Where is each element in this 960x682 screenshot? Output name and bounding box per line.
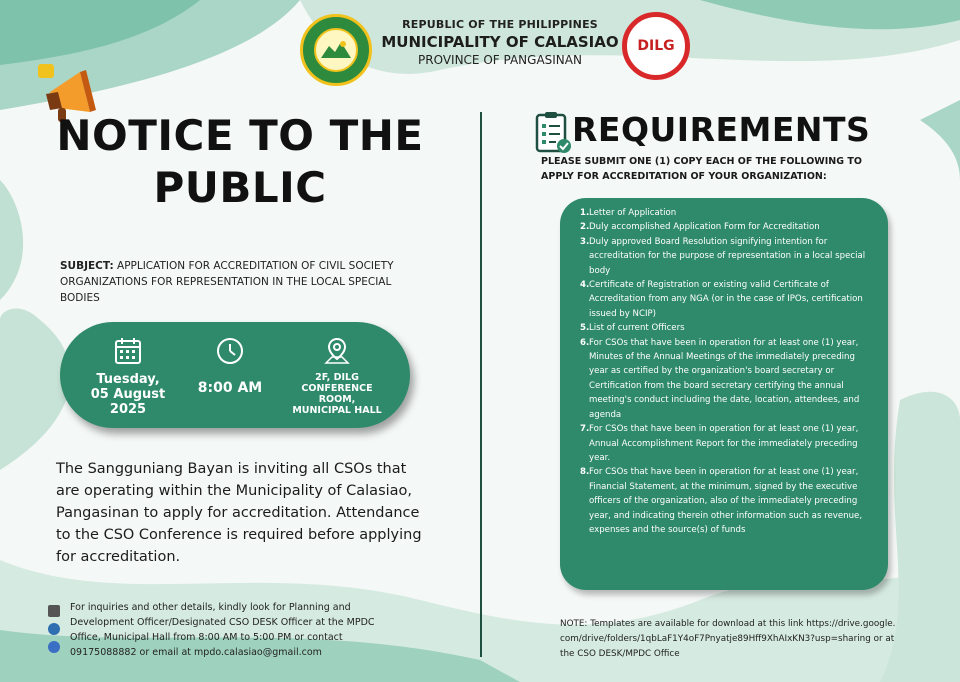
subject-block [60,258,430,306]
requirement-item [580,235,870,278]
requirement-text: Duly approved Board Resolution signifying intention for accreditation for the purpose of representation in a local special body [589,236,866,276]
notice-title-line2: PUBLIC [153,163,327,212]
map-pin-icon [322,336,352,366]
event-location [278,336,396,416]
requirement-text: Letter of Application [589,208,677,218]
subject-text: APPLICATION FOR ACCREDITATION OF CIVIL SOCIETY ORGANIZATIONS FOR REPRESENTATION IN THE LOCAL SPECIAL BODIES [60,260,394,304]
page-header [380,18,620,67]
requirement-number: 8. [580,467,590,478]
requirement-item [580,220,870,234]
clock-icon [215,336,245,366]
notice-title [40,110,440,214]
event-details-banner [60,322,410,428]
republic-text: REPUBLIC OF THE PHILIPPINES [402,18,598,31]
location-icon [48,623,60,635]
event-place-line1: 2F, DILG [315,372,359,383]
landscape-icon [321,38,351,62]
requirement-item [580,278,870,321]
requirement-number: 7. [580,424,590,435]
province-text: PROVINCE OF PANGASINAN [418,53,582,67]
requirement-number: 6. [580,337,590,348]
contact-info: For inquiries and other details, kindly look for Planning and Development Officer/Designated CSO DESK Officer at the MPDC Office, Municipal Hall from 8:00 AM to 5:00 PM or contact 09175088882 or email at mpdo.calasiao@gmail.com [70,602,375,658]
requirement-text: For CSOs that have been in operation for at least one (1) year, Annual Accomplishment Report for the immediately preceding year. [589,424,859,463]
phone-icon [48,605,60,617]
calendar-icon [113,336,143,366]
requirement-text: List of current Officers [589,323,685,334]
dilg-seal-text: DILG [637,38,675,54]
requirement-text: Duly accomplished Application Form for Accreditation [589,222,820,233]
requirement-item [580,422,870,465]
requirement-number: 3. [580,236,590,247]
contact-icons [48,605,64,659]
requirement-item [580,206,870,220]
requirements-title: REQUIREMENTS [572,110,871,149]
requirement-number: 5. [580,323,590,334]
calasiao-seal-icon [300,14,372,86]
subject-label: SUBJECT: [60,260,114,272]
requirement-item [580,321,870,335]
requirements-intro: PLEASE SUBMIT ONE (1) COPY EACH OF THE FOLLOWING TO APPLY FOR ACCREDITATION OF YOUR ORGANIZATION: [541,156,862,182]
globe-icon [48,641,60,653]
requirement-item [580,465,870,537]
invitation-text: The Sangguniang Bayan is inviting all CSOs that are operating within the Municipality of Calasiao, Pangasinan to apply for accreditation. Attendance to the CSO Conference is required before applying for accreditation. [56,461,422,565]
event-time-text: 8:00 AM [197,380,263,396]
event-date-line1: Tuesday, [96,372,160,387]
event-time [190,336,270,396]
clipboard-checklist-icon [534,110,572,154]
requirements-box [560,198,888,590]
requirement-text: For CSOs that have been in operation for at least one (1) year, Financial Statement, at the minimum, signed by the executive officers of the organization, also of the immediately preceding year, and indicating therein other information such as revenue, expenses and the source(s) of funds [589,467,863,535]
event-date-line2: 05 August [90,387,166,402]
requirement-text: Certificate of Registration or existing valid Certificate of Accreditation from any NGA (or in the case of IPOs, certification issued by NCIP) [589,280,863,319]
requirement-text: For CSOs that have been in operation for at least one (1) year, Minutes of the Annual Meetings of the immediately preceding year as certified by the organization's board secretary or Certification from the board secretary certifying the annual meeting's conduct including the date, location, attendees, and agenda [589,337,860,420]
event-place-line4: MUNICIPAL HALL [292,405,382,416]
requirement-item [580,336,870,422]
municipality-text: MUNICIPALITY OF CALASIAO [381,33,619,51]
column-divider [480,112,482,657]
notice-title-line1: NOTICE TO THE [56,111,424,160]
event-place-line2: CONFERENCE [301,383,373,394]
requirements-list [580,206,870,537]
templates-note: NOTE: Templates are available for download at this link https://drive.google.com/drive/folders/1qbLaF1Y4oF7Pnyatje89Hff9XhAIxKN3?usp=sharing or at the CSO DESK/MPDC Office [560,619,896,659]
event-date-line3: 2025 [109,402,147,417]
event-date [82,336,174,417]
requirement-number: 2. [580,222,590,233]
requirement-number: 4. [580,280,590,291]
dilg-seal-icon [622,12,690,80]
event-place-line3: ROOM, [318,394,356,405]
requirement-number: 1. [580,208,590,218]
